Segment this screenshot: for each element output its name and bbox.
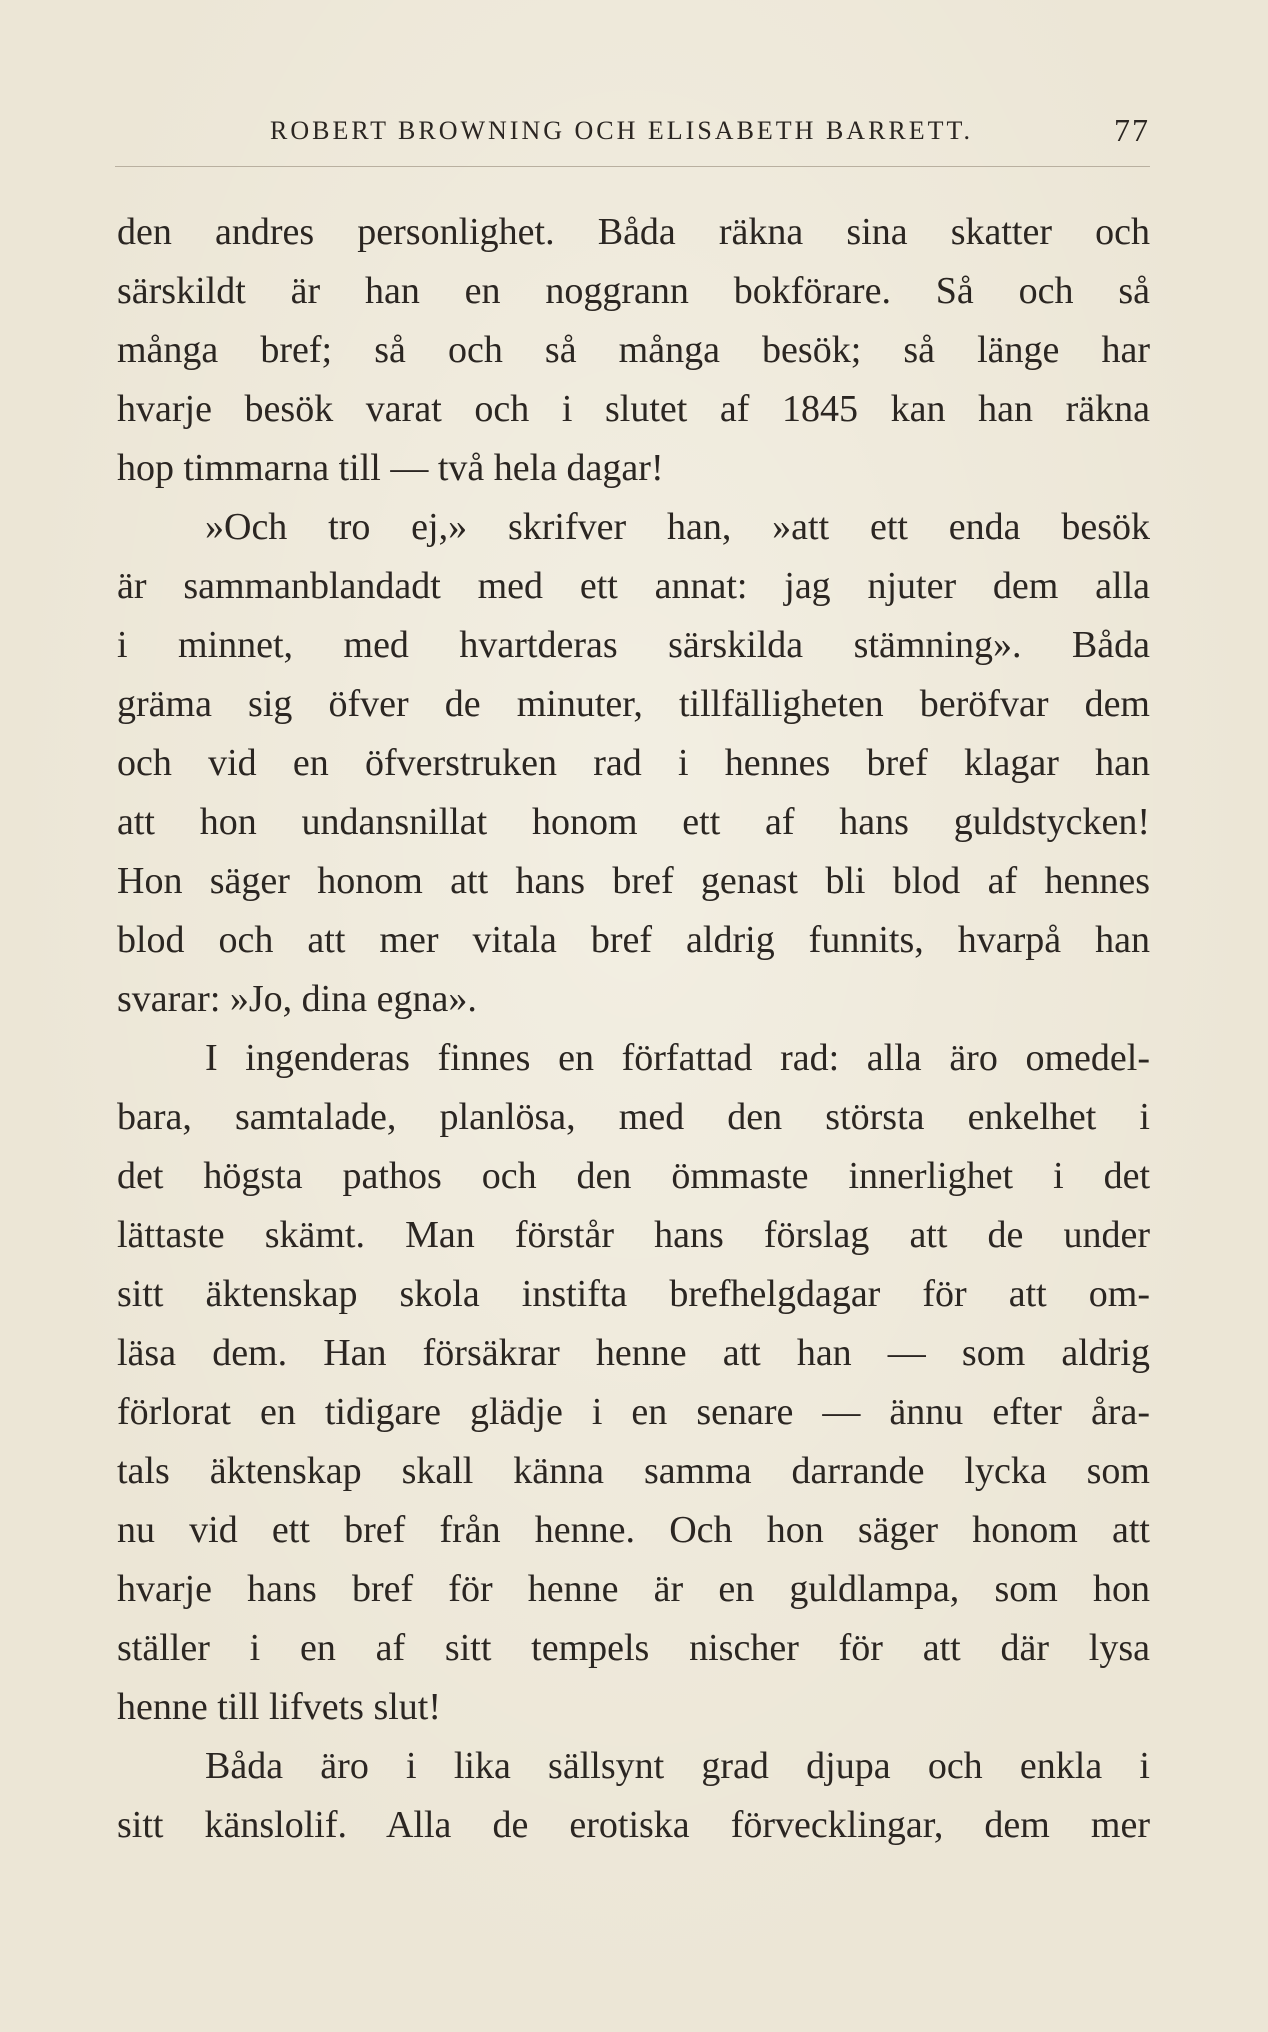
text-line: sitt äktenskap skola instifta brefhelgdagar för att om- <box>117 1273 1150 1315</box>
text-line: Hon säger honom att hans bref genast bli blod af hennes <box>117 860 1150 902</box>
text-line: ställer i en af sitt tempels nischer för att där lysa <box>117 1627 1150 1669</box>
text-line: I ingenderas finnes en författad rad: alla äro omedel- <box>205 1037 1150 1079</box>
text-line: att hon undansnillat honom ett af hans guldstycken! <box>117 801 1150 843</box>
text-line: sitt känslolif. Alla de erotiska förvecklingar, dem mer <box>117 1804 1150 1846</box>
body-text <box>117 203 1150 1855</box>
text-line: är sammanblandadt med ett annat: jag njuter dem alla <box>117 565 1150 607</box>
text-line: hvarje hans bref för henne är en guldlampa, som hon <box>117 1568 1150 1610</box>
page-number: 77 <box>1114 112 1150 148</box>
text-line: blod och att mer vitala bref aldrig funnits, hvarpå han <box>117 919 1150 961</box>
text-line: Båda äro i lika sällsynt grad djupa och enkla i <box>205 1745 1150 1787</box>
text-line: svarar: »Jo, dina egna». <box>117 978 477 1020</box>
text-line: i minnet, med hvartderas särskilda stämning». Båda <box>117 624 1150 666</box>
text-line: och vid en öfverstruken rad i hennes bref klagar han <box>117 742 1150 784</box>
text-line: läsa dem. Han försäkrar henne att han — som aldrig <box>117 1332 1150 1374</box>
text-line: bara, samtalade, planlösa, med den största enkelhet i <box>117 1096 1150 1138</box>
text-line: nu vid ett bref från henne. Och hon säger honom att <box>117 1509 1150 1551</box>
running-head <box>115 112 1150 152</box>
text-line: »Och tro ej,» skrifver han, »att ett enda besök <box>205 506 1150 548</box>
text-line: tals äktenskap skall känna samma darrande lycka som <box>117 1450 1150 1492</box>
text-line: det högsta pathos och den ömmaste innerlighet i det <box>117 1155 1150 1197</box>
text-line: den andres personlighet. Båda räkna sina skatter och <box>117 211 1150 253</box>
text-line: lättaste skämt. Man förstår hans förslag att de under <box>117 1214 1150 1256</box>
text-line: gräma sig öfver de minuter, tillfälligheten beröfvar dem <box>117 683 1150 725</box>
text-line: särskildt är han en noggrann bokförare. Så och så <box>117 270 1150 312</box>
text-line: henne till lifvets slut! <box>117 1686 442 1728</box>
text-line: hvarje besök varat och i slutet af 1845 kan han räkna <box>117 388 1150 430</box>
running-title: ROBERT BROWNING OCH ELISABETH BARRETT. <box>270 116 973 145</box>
text-line: förlorat en tidigare glädje i en senare — ännu efter åra- <box>117 1391 1150 1433</box>
text-line: hop timmarna till — två hela dagar! <box>117 447 664 489</box>
text-line: många bref; så och så många besök; så länge har <box>117 329 1150 371</box>
header-rule <box>115 166 1150 167</box>
